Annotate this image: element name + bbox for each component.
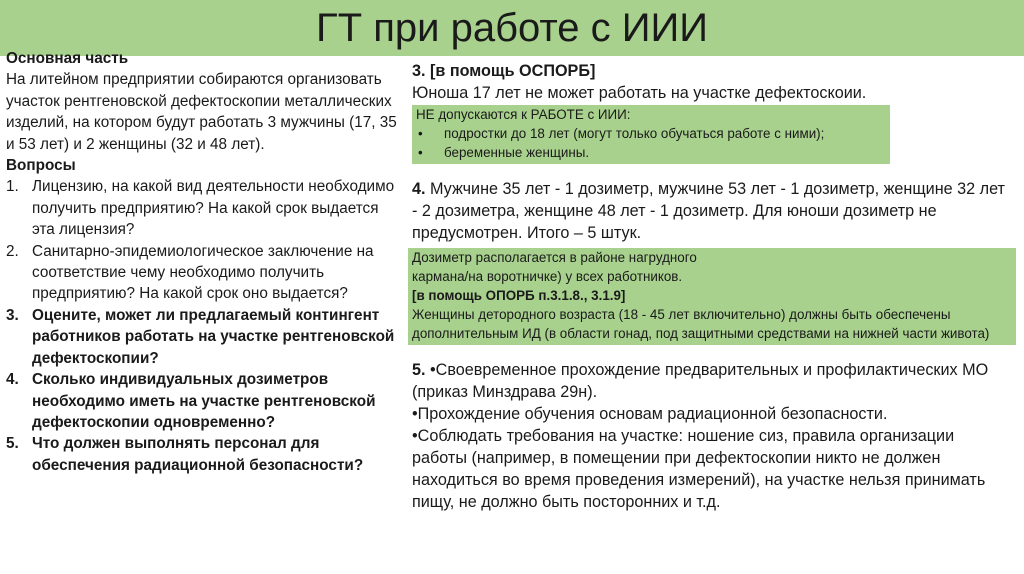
question-text: Что должен выполнять персонал для обеспечения радиационной безопасности? [32, 435, 364, 474]
dosimeter-line: кармана/на воротничке) у всех работников. [412, 269, 683, 285]
questions-heading: Вопросы [6, 157, 76, 175]
restriction-text: подростки до 18 лет (могут только обучаться работе с ними); [444, 125, 825, 141]
section-3-text: Юноша 17 лет не может работать на участке дефектоскоии. [412, 84, 867, 102]
questions-list [6, 176, 398, 476]
main-part-heading: Основная часть [6, 50, 129, 67]
section-5-item [412, 359, 1012, 403]
section-4-paragraph [412, 178, 1012, 244]
main-part-text: На литейном предприятии собираются организовать участок рентгеновской дефектоскопии металлических изделий, на котором будут работать 3 мужчины (17, 35 и 53 лет) и 2 женщины (32 и 48 лет). [6, 71, 397, 153]
question-text: Сколько индивидуальных дозиметров необходимо иметь на участке рентгеновской дефектоскопии одновременно? [32, 371, 376, 431]
right-column [412, 60, 1012, 513]
question-number: 5. [6, 435, 19, 453]
restriction-item [416, 125, 886, 144]
bullet-mark: • [418, 144, 423, 160]
restriction-item [416, 144, 886, 163]
section-4-number: 4. [412, 180, 426, 199]
question-item [6, 176, 398, 240]
question-text: Оцените, может ли предлагаемый контингент работников работать на участке рентгеновской дефектоскопии? [32, 306, 395, 367]
dosimeter-box [408, 248, 1016, 345]
section-3-heading: 3. [в помощь ОСПОРБ] [412, 62, 596, 80]
question-number: 3. [6, 306, 19, 324]
slide-title: ГТ при работе с ИИИ [316, 5, 708, 50]
question-item [6, 241, 398, 305]
restriction-text: беременные женщины. [444, 144, 590, 160]
question-number: 4. [6, 371, 19, 389]
section-5-item: •Соблюдать требования на участке: ношение сиз, правила организации работы (например, в помещении при дефектоскопии никто не должен находиться во время проведения измерений), на участке нельзя принимать пищу, не должно быть посторонних и т.д. [412, 427, 986, 512]
restrictions-box [412, 105, 890, 164]
question-item [6, 433, 398, 476]
question-text: Санитарно-эпидемиологическое заключение на соответствие чему необходимо получить предприятию? На какой срок оно выдается? [32, 242, 374, 303]
section-5-number: 5. [412, 361, 426, 380]
question-item [6, 369, 398, 433]
section-4-text: Мужчине 35 лет - 1 дозиметр, мужчине 53 лет - 1 дозиметр, женщине 32 лет - 2 дозиметра, женщине 48 лет - 1 дозиметр. Для юноши дозиметр не предусмотрен. Итого – 5 штук. [412, 180, 1005, 243]
left-column [6, 48, 398, 476]
section-5-item: •Прохождение обучения основам радиационной безопасности. [412, 405, 888, 424]
dosimeter-line: Дозиметр располагается в районе нагрудного [412, 250, 697, 266]
dosimeter-reference: [в помощь ОПОРБ п.3.1.8., 3.1.9] [412, 287, 626, 303]
restrictions-title: НЕ допускаются к РАБОТЕ с ИИИ: [416, 107, 631, 122]
section-5-text: •Своевременное прохождение предварительных и профилактических МО (приказ Минздрава 29н). [412, 361, 989, 402]
question-item [6, 305, 398, 369]
question-number: 1. [6, 178, 19, 196]
dosimeter-women-text: Женщины детородного возраста (18 - 45 лет включительно) должны быть обеспечены дополнительным ИД (в области гонад, под защитными средствами на нижней части живота) [412, 306, 990, 341]
bullet-mark: • [418, 125, 423, 141]
question-text: Лицензию, на какой вид деятельности необходимо получить предприятию? На какой срок выдается эта лицензия? [32, 178, 395, 239]
question-number: 2. [6, 242, 19, 260]
